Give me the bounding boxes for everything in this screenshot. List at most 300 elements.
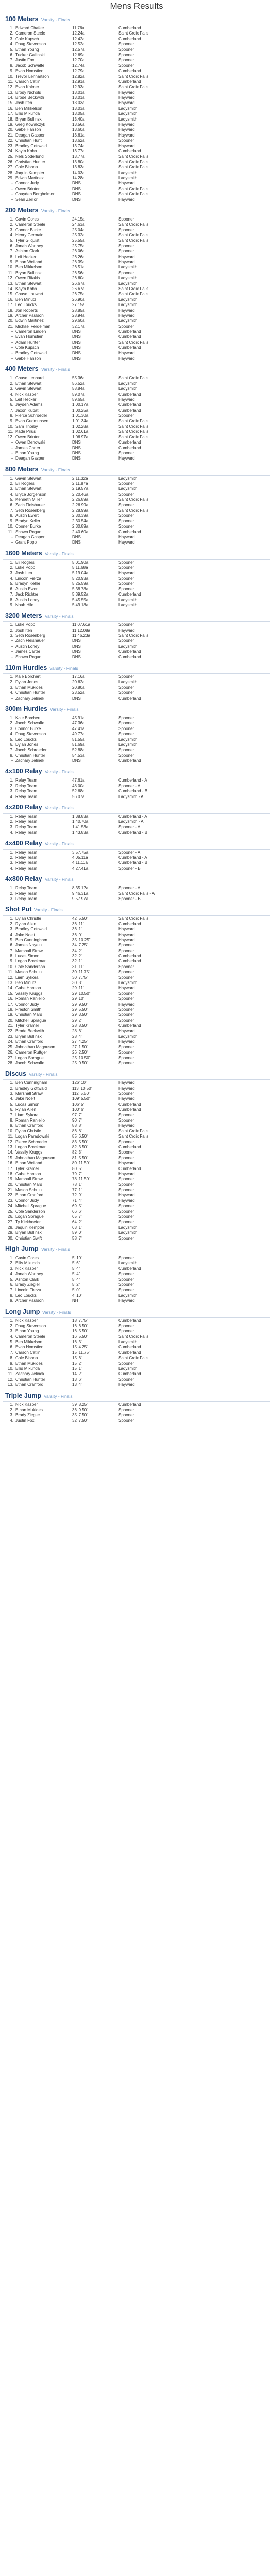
team-name-link[interactable]: Spooner xyxy=(118,685,134,690)
team-name-link[interactable]: Cumberland - B xyxy=(118,830,148,835)
team-name-link[interactable]: Cumberland xyxy=(118,445,141,450)
team-name-link[interactable]: Spooner xyxy=(118,948,134,953)
team-name-link[interactable]: Hayward xyxy=(118,397,135,402)
athlete-name-link[interactable]: Logan Sprague xyxy=(15,1055,44,1060)
athlete-name-link[interactable]: Relay Team xyxy=(15,794,38,799)
team-name-link[interactable]: Hayward xyxy=(118,313,135,318)
team-name-link[interactable]: Cumberland xyxy=(118,1318,141,1323)
team-name-link[interactable]: Spooner xyxy=(118,1219,134,1225)
team-name-link[interactable]: Ladysmith xyxy=(118,1261,138,1266)
event-title-link[interactable]: 4x400 Relay xyxy=(5,839,42,847)
team-name-link[interactable]: Spooner xyxy=(118,715,134,720)
athlete-name-link[interactable]: Nick Kasper xyxy=(15,1402,38,1407)
team-name-link[interactable]: Spooner xyxy=(118,1418,134,1423)
athlete-name-link[interactable]: Jaquin Kempter xyxy=(15,170,45,175)
athlete-name-link[interactable]: Relay Team xyxy=(15,814,38,819)
athlete-name-link[interactable]: Logan Brockman xyxy=(15,959,47,964)
athlete-name-link[interactable]: Relay Team xyxy=(15,886,38,891)
athlete-name-link[interactable]: Cole Bishop xyxy=(15,1355,38,1361)
team-name-link[interactable]: Ladysmith xyxy=(118,643,138,649)
athlete-name-link[interactable]: Ethan Mukides xyxy=(15,1407,43,1412)
athlete-name-link[interactable]: Deagan Gasper xyxy=(15,132,45,138)
team-name-link[interactable]: Cumberland xyxy=(118,148,141,154)
team-name-link[interactable]: Hayward xyxy=(118,534,135,539)
athlete-name-link[interactable]: Deagan Gasper xyxy=(15,534,45,539)
athlete-name-link[interactable]: Nels Soderlund xyxy=(15,154,44,159)
athlete-name-link[interactable]: Ellis Mikunda xyxy=(15,1261,40,1266)
athlete-name-link[interactable]: Jacob Schwalfe xyxy=(15,63,45,68)
athlete-name-link[interactable]: James Carter xyxy=(15,445,41,450)
team-name-link[interactable]: Spooner - B xyxy=(118,866,141,871)
athlete-name-link[interactable]: Ethan Weiland xyxy=(15,1161,42,1166)
team-name-link[interactable]: Spooner xyxy=(118,1012,134,1018)
team-name-link[interactable]: Hayward xyxy=(118,932,135,937)
team-name-link[interactable]: Spooner xyxy=(118,1118,134,1123)
athlete-name-link[interactable]: Logan Paradowski xyxy=(15,1134,49,1139)
event-title-link[interactable]: 4x200 Relay xyxy=(5,804,42,811)
team-name-link[interactable]: Spooner xyxy=(118,1150,134,1155)
athlete-name-link[interactable]: Kade Pirus xyxy=(15,429,36,434)
athlete-name-link[interactable]: Dylan Jones xyxy=(15,742,39,747)
team-name-link[interactable]: Spooner xyxy=(118,1139,134,1144)
team-name-link[interactable]: Hayward xyxy=(118,937,135,942)
team-name-link[interactable]: Hayward xyxy=(118,181,135,186)
athlete-name-link[interactable]: Brode Beckwith xyxy=(15,1028,44,1033)
team-name-link[interactable]: Spooner xyxy=(118,1091,134,1096)
team-name-link[interactable]: Cumberland - A xyxy=(118,778,147,783)
team-name-link[interactable]: Cumberland xyxy=(118,1266,141,1271)
athlete-name-link[interactable]: Brady Ziegler xyxy=(15,1282,40,1287)
team-name-link[interactable]: Ladysmith xyxy=(118,318,138,324)
athlete-name-link[interactable]: Deagan Gasper xyxy=(15,456,45,461)
athlete-name-link[interactable]: Bryan Bullinski xyxy=(15,1230,43,1235)
team-name-link[interactable]: Cumberland xyxy=(118,345,141,350)
team-name-link[interactable]: Hayward xyxy=(118,1161,135,1166)
team-name-link[interactable]: Spooner xyxy=(118,575,134,581)
athlete-name-link[interactable]: Ethan Young xyxy=(15,1329,39,1334)
event-title-link[interactable]: Triple Jump xyxy=(5,1392,42,1399)
athlete-name-link[interactable]: Leo Loucks xyxy=(15,737,37,742)
team-name-link[interactable]: Hayward xyxy=(118,570,135,575)
team-name-link[interactable]: Hayward xyxy=(118,1002,135,1007)
athlete-name-link[interactable]: Chase Leonard xyxy=(15,376,44,381)
athlete-name-link[interactable]: Justin Fox xyxy=(15,1418,35,1423)
team-name-link[interactable]: Spooner xyxy=(118,1361,134,1366)
team-name-link[interactable]: Hayward xyxy=(118,143,135,148)
athlete-name-link[interactable]: James Carter xyxy=(15,649,41,654)
athlete-name-link[interactable]: Carson Catlin xyxy=(15,79,41,84)
athlete-name-link[interactable]: Ethan Weiland xyxy=(15,260,42,265)
athlete-name-link[interactable]: Archer Paulson xyxy=(15,1298,44,1303)
team-name-link[interactable]: Ladysmith xyxy=(118,1340,138,1345)
athlete-name-link[interactable]: Cameron Linden xyxy=(15,329,46,334)
team-name-link[interactable]: Spooner xyxy=(118,674,134,680)
team-name-link[interactable]: Cumberland - B xyxy=(118,789,148,794)
team-name-link[interactable]: Ladysmith xyxy=(118,680,138,685)
team-name-link[interactable]: Cumberland xyxy=(118,1101,141,1107)
team-name-link[interactable]: Saint Croix Falls xyxy=(118,423,149,429)
team-name-link[interactable]: Saint Croix Falls xyxy=(118,159,149,164)
team-name-link[interactable]: Cumberland xyxy=(118,592,141,597)
athlete-name-link[interactable]: Cole Sanderson xyxy=(15,1209,45,1214)
team-name-link[interactable]: Cumberland xyxy=(118,334,141,340)
athlete-name-link[interactable]: Preston Smith xyxy=(15,1007,42,1012)
athlete-name-link[interactable]: Christian Hunter xyxy=(15,690,45,696)
team-name-link[interactable]: Ladysmith xyxy=(118,297,138,302)
athlete-name-link[interactable]: Ethan Cranford xyxy=(15,1382,44,1387)
team-name-link[interactable]: Cumberland xyxy=(118,1350,141,1355)
athlete-name-link[interactable]: Bradley Gottwald xyxy=(15,350,47,355)
athlete-name-link[interactable]: Gavin Gores xyxy=(15,1256,39,1260)
athlete-name-link[interactable]: Ethan Mukides xyxy=(15,685,43,690)
team-name-link[interactable]: Hayward xyxy=(118,260,135,265)
team-name-link[interactable]: Cumberland xyxy=(118,921,141,926)
athlete-name-link[interactable]: Leo Loucks xyxy=(15,1293,37,1298)
athlete-name-link[interactable]: Cameron Ruttger xyxy=(15,1050,47,1055)
team-name-link[interactable]: Ladysmith xyxy=(118,597,138,602)
team-name-link[interactable]: Saint Croix Falls xyxy=(118,154,149,159)
athlete-name-link[interactable]: Connor Burke xyxy=(15,227,41,232)
team-name-link[interactable]: Spooner xyxy=(118,1050,134,1055)
team-name-link[interactable]: Saint Croix Falls xyxy=(118,292,149,297)
event-title-link[interactable]: Shot Put xyxy=(5,906,32,913)
team-name-link[interactable]: Hayward xyxy=(118,122,135,127)
athlete-name-link[interactable]: Ethan Cranford xyxy=(15,1193,44,1198)
athlete-name-link[interactable]: Austin Ewert xyxy=(15,513,39,518)
team-name-link[interactable]: Cumberland xyxy=(118,529,141,534)
athlete-name-link[interactable]: Kale Borchert xyxy=(15,715,41,720)
athlete-name-link[interactable]: Evan Gudmunsen xyxy=(15,418,49,423)
athlete-name-link[interactable]: Dylan Christle xyxy=(15,1128,41,1133)
athlete-name-link[interactable]: Pierce Schroeder xyxy=(15,413,47,418)
team-name-link[interactable]: Spooner xyxy=(118,1007,134,1012)
team-name-link[interactable]: Hayward xyxy=(118,1080,135,1086)
athlete-name-link[interactable]: Rylan Allen xyxy=(15,921,37,926)
athlete-name-link[interactable]: Ashton Clark xyxy=(15,249,39,254)
team-name-link[interactable]: Hayward xyxy=(118,1086,135,1091)
team-name-link[interactable]: Ladysmith xyxy=(118,116,138,122)
athlete-name-link[interactable]: Roman Raniello xyxy=(15,1118,45,1123)
team-name-link[interactable]: Spooner xyxy=(118,502,134,507)
athlete-name-link[interactable]: Ben Mikkelson xyxy=(15,265,43,270)
athlete-name-link[interactable]: Edwin Martinez xyxy=(15,175,44,180)
team-name-link[interactable]: Spooner xyxy=(118,970,134,975)
team-name-link[interactable]: Spooner xyxy=(118,243,134,248)
event-title-link[interactable]: Discus xyxy=(5,1070,26,1078)
team-name-link[interactable]: Spooner xyxy=(118,324,134,329)
team-name-link[interactable]: Ladysmith xyxy=(118,602,138,607)
athlete-name-link[interactable]: Connor Judy xyxy=(15,1198,39,1203)
team-name-link[interactable]: Spooner xyxy=(118,1204,134,1209)
team-name-link[interactable]: Saint Croix Falls xyxy=(118,376,149,381)
team-name-link[interactable]: Spooner xyxy=(118,47,134,52)
team-name-link[interactable]: Spooner xyxy=(118,1018,134,1023)
team-name-link[interactable]: Hayward xyxy=(118,356,135,361)
team-name-link[interactable]: Hayward xyxy=(118,927,135,932)
athlete-name-link[interactable]: Roman Raniello xyxy=(15,996,45,1002)
team-name-link[interactable]: Hayward xyxy=(118,127,135,132)
athlete-name-link[interactable]: Brady Ziegler xyxy=(15,1413,40,1418)
athlete-name-link[interactable]: Conner Burke xyxy=(15,524,41,529)
team-name-link[interactable]: Ladysmith - A xyxy=(118,794,144,799)
team-name-link[interactable]: Spooner xyxy=(118,492,134,497)
team-name-link[interactable]: Ladysmith xyxy=(118,1366,138,1371)
team-name-link[interactable]: Cumberland - A xyxy=(118,855,147,860)
athlete-name-link[interactable]: Bryan Bullinski xyxy=(15,270,43,275)
team-name-link[interactable]: Ladysmith xyxy=(118,265,138,270)
team-name-link[interactable]: Spooner xyxy=(118,270,134,275)
team-name-link[interactable]: Spooner xyxy=(118,413,134,418)
team-name-link[interactable]: Hayward xyxy=(118,1096,135,1101)
athlete-name-link[interactable]: Edwin Martinez xyxy=(15,318,44,324)
athlete-name-link[interactable]: Tyler Gilquist xyxy=(15,238,40,243)
athlete-name-link[interactable]: Grant Popp xyxy=(15,540,37,545)
athlete-name-link[interactable]: Gavin Stewart xyxy=(15,476,42,481)
team-name-link[interactable]: Cumberland xyxy=(118,1107,141,1112)
athlete-name-link[interactable]: Austin Loney xyxy=(15,643,40,649)
athlete-name-link[interactable]: Gavin Stewart xyxy=(15,386,42,392)
athlete-name-link[interactable]: Kenneth Miller xyxy=(15,497,42,502)
team-name-link[interactable]: Cumberland xyxy=(118,1345,141,1350)
team-name-link[interactable]: Spooner - A xyxy=(118,850,141,855)
team-name-link[interactable]: Hayward xyxy=(118,197,135,202)
athlete-name-link[interactable]: Trevor Lennartson xyxy=(15,74,49,79)
athlete-name-link[interactable]: Adam Hunter xyxy=(15,340,40,345)
team-name-link[interactable]: Ladysmith xyxy=(118,980,138,986)
team-name-link[interactable]: Spooner xyxy=(118,565,134,570)
team-name-link[interactable]: Cumberland xyxy=(118,649,141,654)
team-name-link[interactable]: Spooner xyxy=(118,1407,134,1412)
team-name-link[interactable]: Spooner xyxy=(118,964,134,969)
team-name-link[interactable]: Ladysmith xyxy=(118,737,138,742)
team-name-link[interactable]: Hayward xyxy=(118,1193,135,1198)
team-name-link[interactable]: Spooner xyxy=(118,1329,134,1334)
athlete-name-link[interactable]: Gabe Hanson xyxy=(15,127,41,132)
athlete-name-link[interactable]: Evan Homstien xyxy=(15,69,44,74)
team-name-link[interactable]: Spooner xyxy=(118,1287,134,1293)
team-name-link[interactable]: Ladysmith xyxy=(118,1293,138,1298)
athlete-name-link[interactable]: Zach Fleishauer xyxy=(15,638,45,643)
athlete-name-link[interactable]: Evan Homstien xyxy=(15,334,44,340)
athlete-name-link[interactable]: Ethan Young xyxy=(15,47,39,52)
athlete-name-link[interactable]: Christian Mars xyxy=(15,1012,42,1018)
team-name-link[interactable]: Saint Croix Falls xyxy=(118,1355,149,1361)
team-name-link[interactable]: Spooner xyxy=(118,1044,134,1049)
event-title-link[interactable]: 800 Meters xyxy=(5,465,39,473)
team-name-link[interactable]: Hayward xyxy=(118,350,135,355)
athlete-name-link[interactable]: Relay Team xyxy=(15,855,38,860)
athlete-name-link[interactable]: Josh Iten xyxy=(15,100,32,106)
team-name-link[interactable]: Spooner xyxy=(118,249,134,254)
athlete-name-link[interactable]: Pierce Schroeder xyxy=(15,1139,47,1144)
team-name-link[interactable]: Hayward xyxy=(118,1123,135,1128)
team-name-link[interactable]: Spooner - A xyxy=(118,886,141,891)
athlete-name-link[interactable]: Bradley Gottwald xyxy=(15,143,47,148)
athlete-name-link[interactable]: Luke Popp xyxy=(15,622,36,628)
team-name-link[interactable]: Spooner xyxy=(118,1277,134,1282)
team-name-link[interactable]: Ladysmith xyxy=(118,1225,138,1230)
team-name-link[interactable]: Saint Croix Falls xyxy=(118,222,149,227)
team-name-link[interactable]: Hayward xyxy=(118,100,135,106)
athlete-name-link[interactable]: James Nayeltz xyxy=(15,943,43,948)
athlete-name-link[interactable]: Brode Beckwith xyxy=(15,95,44,100)
team-name-link[interactable]: Cumberland xyxy=(118,440,141,445)
team-name-link[interactable]: Spooner xyxy=(118,1177,134,1182)
team-name-link[interactable]: Cumberland xyxy=(118,402,141,408)
team-name-link[interactable]: Ladysmith xyxy=(118,742,138,747)
athlete-name-link[interactable]: Mitchell Sprague xyxy=(15,1204,46,1209)
team-name-link[interactable]: Cumberland xyxy=(118,1402,141,1407)
team-name-link[interactable]: Ladysmith xyxy=(118,175,138,180)
athlete-name-link[interactable]: Ethan Stewart xyxy=(15,281,42,286)
team-name-link[interactable]: Saint Croix Falls - A xyxy=(118,891,155,896)
team-name-link[interactable]: Spooner xyxy=(118,690,134,696)
team-name-link[interactable]: Cumberland xyxy=(118,1166,141,1171)
athlete-name-link[interactable]: Mason Schultz xyxy=(15,1188,43,1193)
athlete-name-link[interactable]: Chayden Bergholmer xyxy=(15,192,55,197)
athlete-name-link[interactable]: Jake Noelt xyxy=(15,932,35,937)
team-name-link[interactable]: Ladysmith xyxy=(118,1033,138,1039)
team-name-link[interactable]: Cumberland xyxy=(118,1144,141,1149)
athlete-name-link[interactable]: Doug Stevenson xyxy=(15,42,46,47)
athlete-name-link[interactable]: Christian Mars xyxy=(15,1182,42,1187)
athlete-name-link[interactable]: Connor Judy xyxy=(15,181,39,186)
team-name-link[interactable]: Spooner - A xyxy=(118,783,141,788)
team-name-link[interactable]: Ladysmith xyxy=(118,276,138,281)
team-name-link[interactable]: Saint Croix Falls xyxy=(118,238,149,243)
athlete-name-link[interactable]: Chase Louwart xyxy=(15,292,43,297)
athlete-name-link[interactable]: Ethan Cranford xyxy=(15,1123,44,1128)
team-name-link[interactable]: Spooner xyxy=(118,513,134,518)
team-name-link[interactable]: Spooner xyxy=(118,524,134,529)
athlete-name-link[interactable]: Ben Mikkelson xyxy=(15,1340,43,1345)
team-name-link[interactable]: Hayward xyxy=(118,1039,135,1044)
team-name-link[interactable]: Saint Croix Falls xyxy=(118,508,149,513)
athlete-name-link[interactable]: Relay Team xyxy=(15,896,38,901)
team-name-link[interactable]: Spooner xyxy=(118,1377,134,1382)
team-name-link[interactable]: Cumberland xyxy=(118,654,141,659)
team-name-link[interactable]: Spooner xyxy=(118,581,134,586)
team-name-link[interactable]: Ladysmith xyxy=(118,381,138,386)
athlete-name-link[interactable]: Ben Cunningham xyxy=(15,1080,47,1086)
athlete-name-link[interactable]: Jaquin Kempter xyxy=(15,1225,45,1230)
team-name-link[interactable]: Saint Croix Falls xyxy=(118,286,149,291)
team-name-link[interactable]: Spooner xyxy=(118,450,134,455)
athlete-name-link[interactable]: Josh Iten xyxy=(15,570,32,575)
athlete-name-link[interactable]: Bradley Gottwald xyxy=(15,1086,47,1091)
athlete-name-link[interactable]: Relay Team xyxy=(15,783,38,788)
team-name-link[interactable]: Cumberland xyxy=(118,1023,141,1028)
team-name-link[interactable]: Spooner xyxy=(118,748,134,753)
athlete-name-link[interactable]: Ethan Cranford xyxy=(15,1039,44,1044)
team-name-link[interactable]: Hayward xyxy=(118,1382,135,1387)
athlete-name-link[interactable]: Christian Hunter xyxy=(15,1377,45,1382)
team-name-link[interactable]: Saint Croix Falls xyxy=(118,429,149,434)
athlete-name-link[interactable]: Sam Thorby xyxy=(15,423,38,429)
team-name-link[interactable]: Spooner xyxy=(118,52,134,57)
event-title-link[interactable]: Long Jump xyxy=(5,1308,40,1315)
team-name-link[interactable]: Hayward xyxy=(118,254,135,259)
athlete-name-link[interactable]: Cole Kupsch xyxy=(15,36,39,41)
athlete-name-link[interactable]: Zachary Jelinek xyxy=(15,758,45,764)
athlete-name-link[interactable]: Henry Germain xyxy=(15,233,44,238)
athlete-name-link[interactable]: Relay Team xyxy=(15,789,38,794)
athlete-name-link[interactable]: Ben Minutz xyxy=(15,980,37,986)
athlete-name-link[interactable]: Evan Kalmer xyxy=(15,84,39,90)
athlete-name-link[interactable]: Johnathan Magnuson xyxy=(15,1044,55,1049)
athlete-name-link[interactable]: Relay Team xyxy=(15,819,38,824)
team-name-link[interactable]: Hayward xyxy=(118,95,135,100)
team-name-link[interactable]: Cumberland xyxy=(118,329,141,334)
athlete-name-link[interactable]: Tyler Kramer xyxy=(15,1023,39,1028)
athlete-name-link[interactable]: Relay Team xyxy=(15,778,38,783)
athlete-name-link[interactable]: Nick Kasper xyxy=(15,392,38,397)
team-name-link[interactable]: Spooner xyxy=(118,58,134,63)
team-name-link[interactable]: Saint Croix Falls xyxy=(118,916,149,921)
athlete-name-link[interactable]: Marshall Straw xyxy=(15,1177,43,1182)
athlete-name-link[interactable]: Jacob Schwalfe xyxy=(15,1060,45,1065)
athlete-name-link[interactable]: Jon Roberts xyxy=(15,308,38,313)
athlete-name-link[interactable]: Carson Catlin xyxy=(15,1350,41,1355)
team-name-link[interactable]: Hayward xyxy=(118,1028,135,1033)
team-name-link[interactable]: Spooner xyxy=(118,481,134,486)
athlete-name-link[interactable]: Ellis Mikunda xyxy=(15,111,40,116)
team-name-link[interactable]: Cumberland xyxy=(118,79,141,84)
athlete-name-link[interactable]: Lucas Simon xyxy=(15,954,40,959)
athlete-name-link[interactable]: Austin Ewert xyxy=(15,586,39,591)
athlete-name-link[interactable]: Zachary Jelinek xyxy=(15,1371,45,1377)
event-title-link[interactable]: 400 Meters xyxy=(5,365,39,373)
athlete-name-link[interactable]: Ben Mikkelson xyxy=(15,106,43,111)
athlete-name-link[interactable]: Ben Cunningham xyxy=(15,937,47,942)
athlete-name-link[interactable]: Edward Chafee xyxy=(15,26,44,30)
team-name-link[interactable]: Saint Croix Falls xyxy=(118,84,149,90)
athlete-name-link[interactable]: Vassily Kruggs xyxy=(15,991,43,996)
athlete-name-link[interactable]: Relay Team xyxy=(15,824,38,829)
athlete-name-link[interactable]: Bryan Bullinski xyxy=(15,116,43,122)
team-name-link[interactable]: Cumberland xyxy=(118,26,141,30)
team-name-link[interactable]: Saint Croix Falls xyxy=(118,74,149,79)
team-name-link[interactable]: Spooner xyxy=(118,991,134,996)
athlete-name-link[interactable]: Seth Rosenberg xyxy=(15,633,45,638)
team-name-link[interactable]: Ladysmith xyxy=(118,486,138,492)
team-name-link[interactable]: Spooner xyxy=(118,1055,134,1060)
athlete-name-link[interactable]: Cameron Steele xyxy=(15,1334,45,1339)
team-name-link[interactable]: Saint Croix Falls xyxy=(118,340,149,345)
athlete-name-link[interactable]: Bryan Bullinski xyxy=(15,1033,43,1039)
team-name-link[interactable]: Spooner xyxy=(118,721,134,726)
athlete-name-link[interactable]: Kaytn Kohn xyxy=(15,286,37,291)
team-name-link[interactable]: Spooner xyxy=(118,63,134,68)
athlete-name-link[interactable]: Shawn Rogan xyxy=(15,654,42,659)
team-name-link[interactable]: Spooner xyxy=(118,943,134,948)
team-name-link[interactable]: Spooner - A xyxy=(118,824,141,829)
team-name-link[interactable]: Spooner xyxy=(118,1272,134,1277)
athlete-name-link[interactable]: Jacob Schwalfe xyxy=(15,721,45,726)
team-name-link[interactable]: Spooner xyxy=(118,518,134,523)
athlete-name-link[interactable]: Noah Hile xyxy=(15,602,34,607)
team-name-link[interactable]: Ladysmith xyxy=(118,476,138,481)
athlete-name-link[interactable]: Connor Judy xyxy=(15,1002,39,1007)
team-name-link[interactable]: Spooner xyxy=(118,1235,134,1241)
athlete-name-link[interactable]: Ashton Clark xyxy=(15,1277,39,1282)
event-title-link[interactable]: 1600 Meters xyxy=(5,549,42,557)
athlete-name-link[interactable]: Ty Kiekhoefer xyxy=(15,1219,41,1225)
team-name-link[interactable]: Spooner - B xyxy=(118,896,141,901)
athlete-name-link[interactable]: Seth Rosenberg xyxy=(15,508,45,513)
athlete-name-link[interactable]: Michael Ferdelman xyxy=(15,324,51,329)
athlete-name-link[interactable]: Vassily Kruggs xyxy=(15,1150,43,1155)
